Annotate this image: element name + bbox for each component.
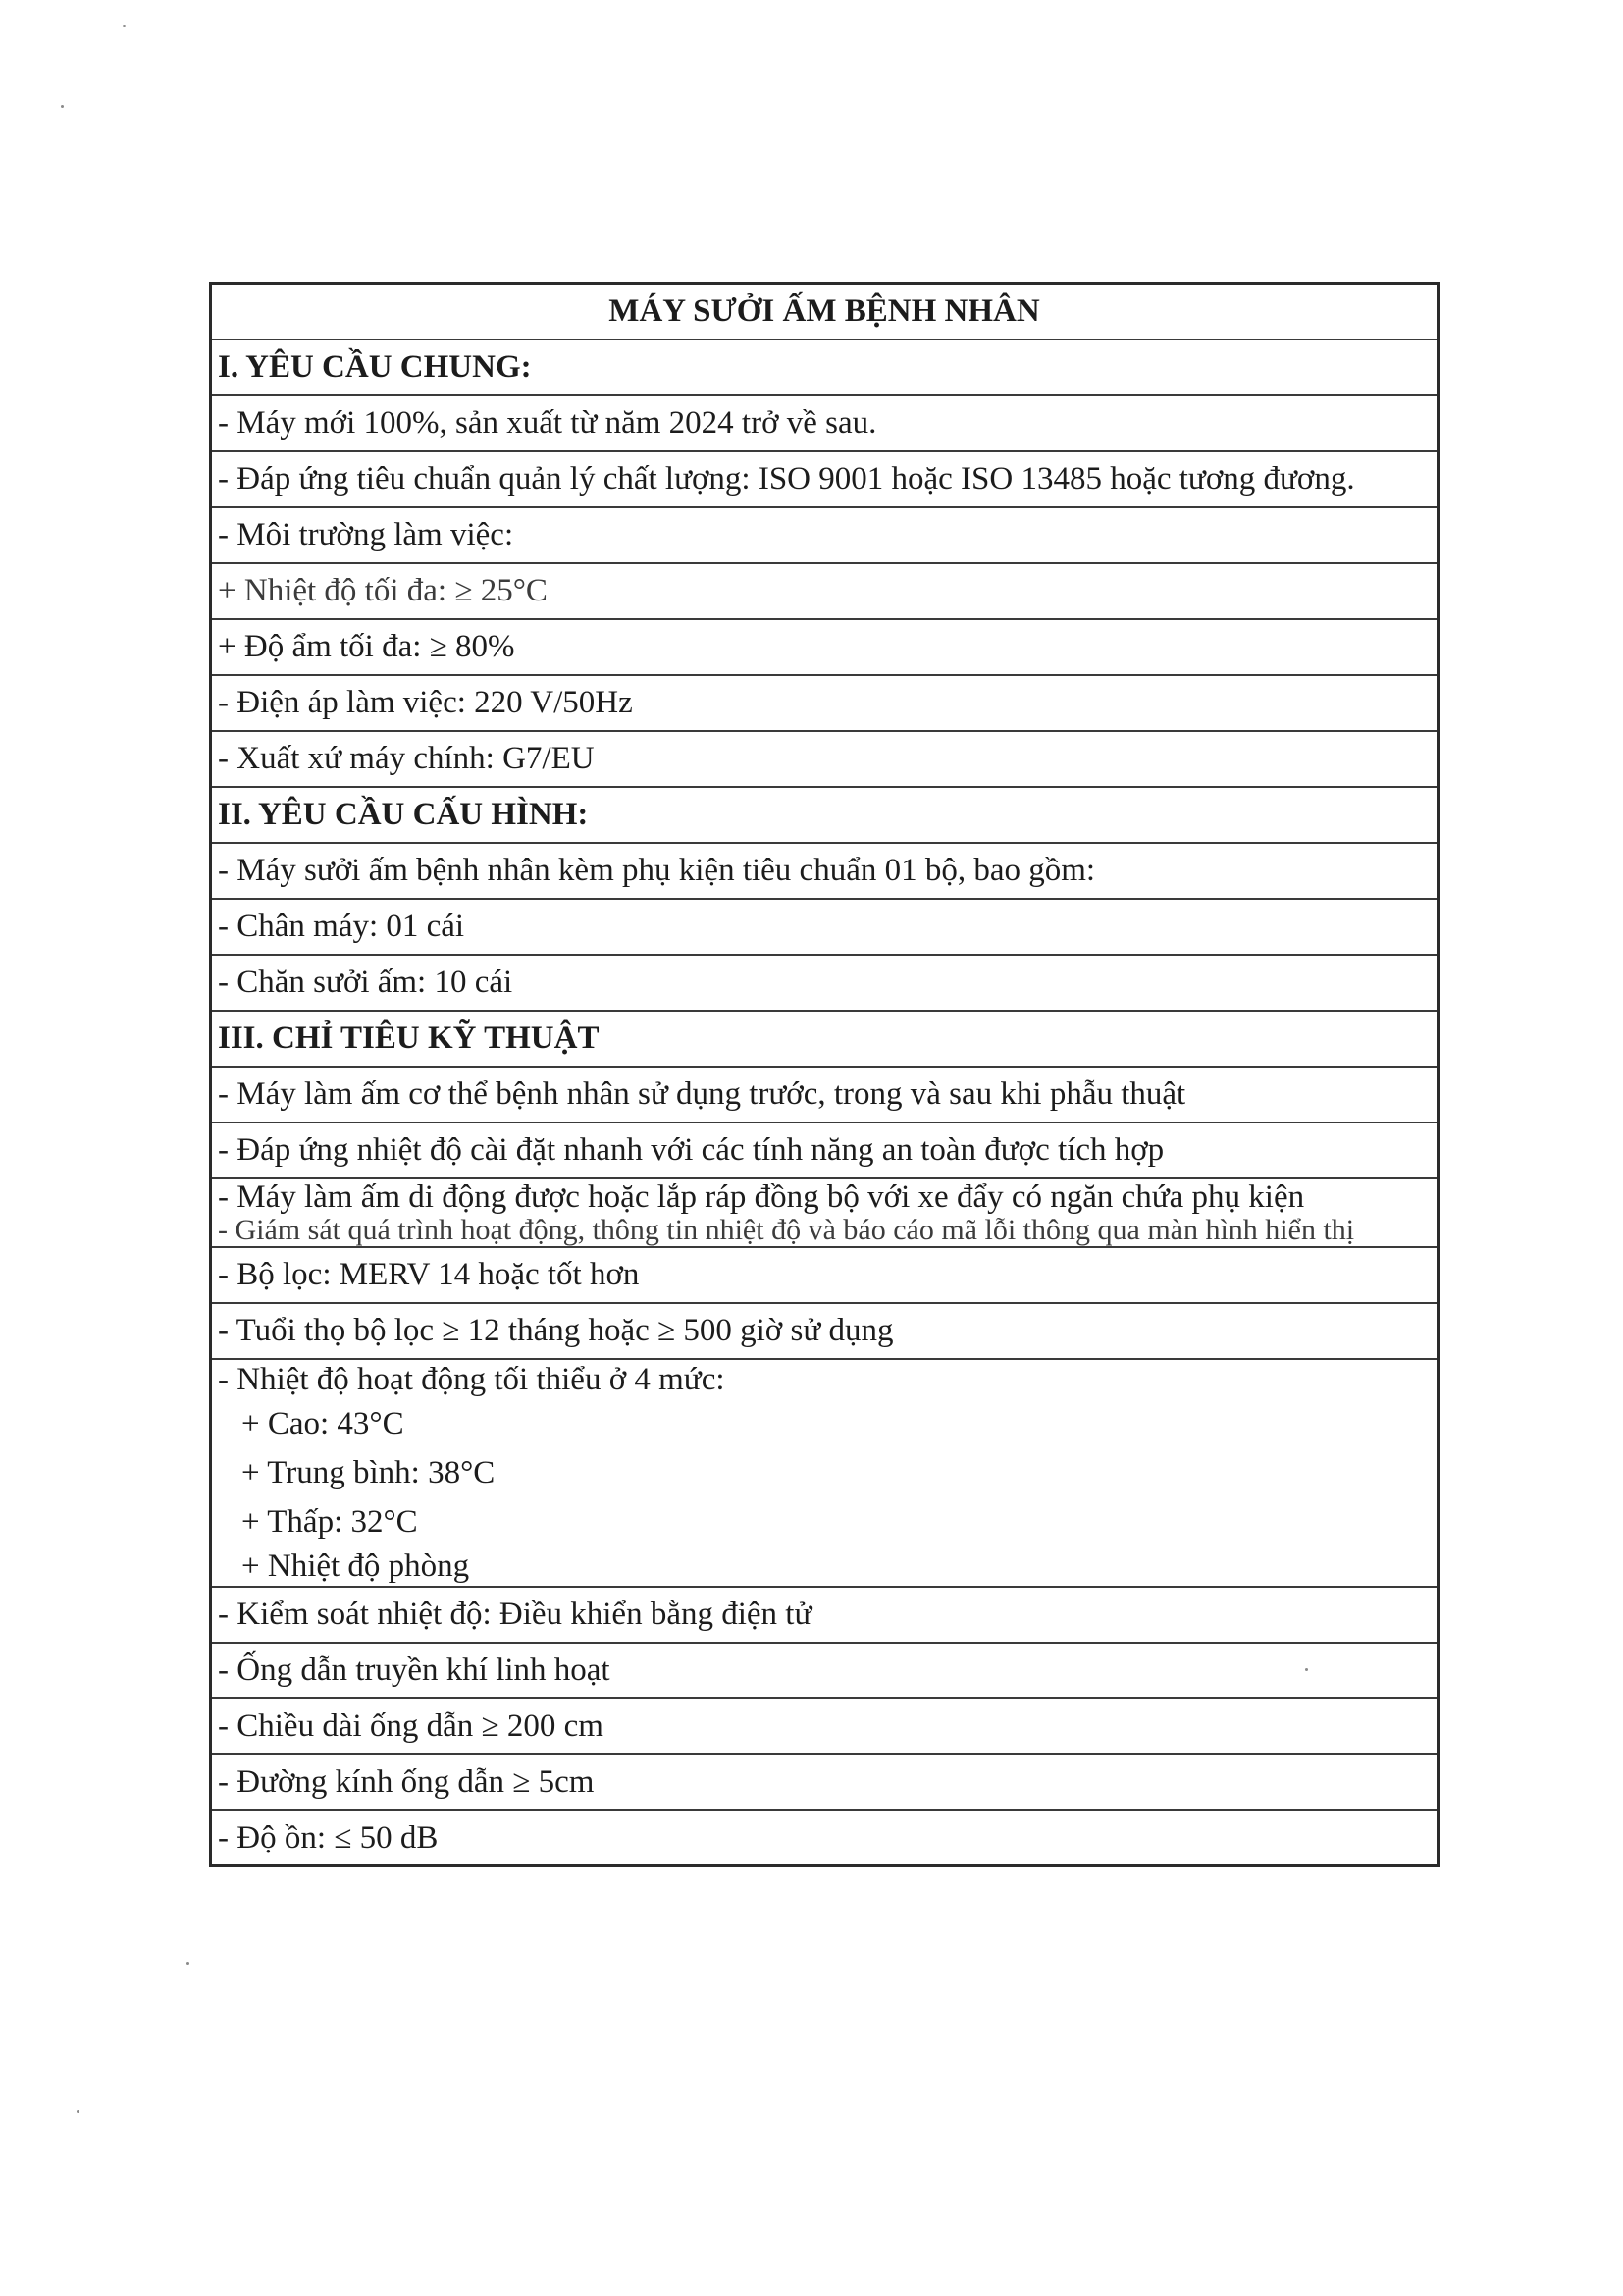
spec-row: - Tuổi thọ bộ lọc ≥ 12 tháng hoặc ≥ 500 giờ sử dụng: [211, 1303, 1439, 1359]
spec-row: - Đáp ứng tiêu chuẩn quản lý chất lượng: ISO 9001 hoặc ISO 13485 hoặc tương đương.: [211, 451, 1439, 507]
spec-row: - Chiều dài ống dẫn ≥ 200 cm: [211, 1698, 1439, 1754]
spec-row: - Bộ lọc: MERV 14 hoặc tốt hơn: [211, 1247, 1439, 1303]
spec-row: - Máy mới 100%, sản xuất từ năm 2024 trở về sau.: [211, 395, 1439, 451]
spec-row: - Ống dẫn truyền khí linh hoạt: [211, 1643, 1439, 1698]
scan-speck: [186, 1962, 189, 1965]
temperature-level-item: + Nhiệt độ phòng: [241, 1547, 470, 1584]
section-heading-technical: III. CHỈ TIÊU KỸ THUẬT: [211, 1011, 1439, 1067]
spec-row: - Môi trường làm việc:: [211, 507, 1439, 563]
temperature-levels-heading: - Nhiệt độ hoạt động tối thiểu ở 4 mức:: [218, 1361, 725, 1397]
temperature-levels-block: [211, 1359, 1439, 1587]
section-heading-configuration: II. YÊU CẦU CẤU HÌNH:: [211, 787, 1439, 843]
scan-speck: [123, 25, 126, 27]
spec-row: - Đáp ứng nhiệt độ cài đặt nhanh với các tính năng an toàn được tích hợp: [211, 1122, 1439, 1178]
spec-row-combined: [211, 1178, 1439, 1247]
spec-subrow: + Nhiệt độ tối đa: ≥ 25°C: [211, 563, 1439, 619]
spec-row-line: - Máy làm ấm di động được hoặc lắp ráp đồng bộ với xe đẩy có ngăn chứa phụ kiện: [218, 1178, 1305, 1215]
section-heading-general: I. YÊU CẦU CHUNG:: [211, 339, 1439, 395]
spec-row-line: - Giám sát quá trình hoạt động, thông tin nhiệt độ và báo cáo mã lỗi thông qua màn hình hiển thị: [218, 1213, 1355, 1246]
spec-table: [209, 282, 1440, 1867]
spec-row: - Máy sưởi ấm bệnh nhân kèm phụ kiện tiêu chuẩn 01 bộ, bao gồm:: [211, 843, 1439, 899]
spec-row: - Điện áp làm việc: 220 V/50Hz: [211, 675, 1439, 731]
temperature-level-item: + Thấp: 32°C: [241, 1503, 418, 1539]
document-title: MÁY SƯỞI ẤM BỆNH NHÂN: [211, 284, 1439, 339]
spec-row: - Chăn sưởi ấm: 10 cái: [211, 955, 1439, 1011]
spec-row: - Máy làm ấm cơ thể bệnh nhân sử dụng trước, trong và sau khi phẫu thuật: [211, 1067, 1439, 1122]
spec-row: - Kiểm soát nhiệt độ: Điều khiển bằng điện tử: [211, 1587, 1439, 1643]
spec-row: - Xuất xứ máy chính: G7/EU: [211, 731, 1439, 787]
spec-row: - Chân máy: 01 cái: [211, 899, 1439, 955]
spec-subrow: + Độ ẩm tối đa: ≥ 80%: [211, 619, 1439, 675]
temperature-level-item: + Trung bình: 38°C: [241, 1454, 496, 1490]
scan-speck: [77, 2110, 79, 2113]
temperature-level-item: + Cao: 43°C: [241, 1405, 404, 1441]
scan-speck: [61, 105, 64, 108]
spec-row: - Độ ồn: ≤ 50 dB: [218, 1819, 439, 1855]
spec-row: - Đường kính ống dẫn ≥ 5cm: [211, 1754, 1439, 1810]
